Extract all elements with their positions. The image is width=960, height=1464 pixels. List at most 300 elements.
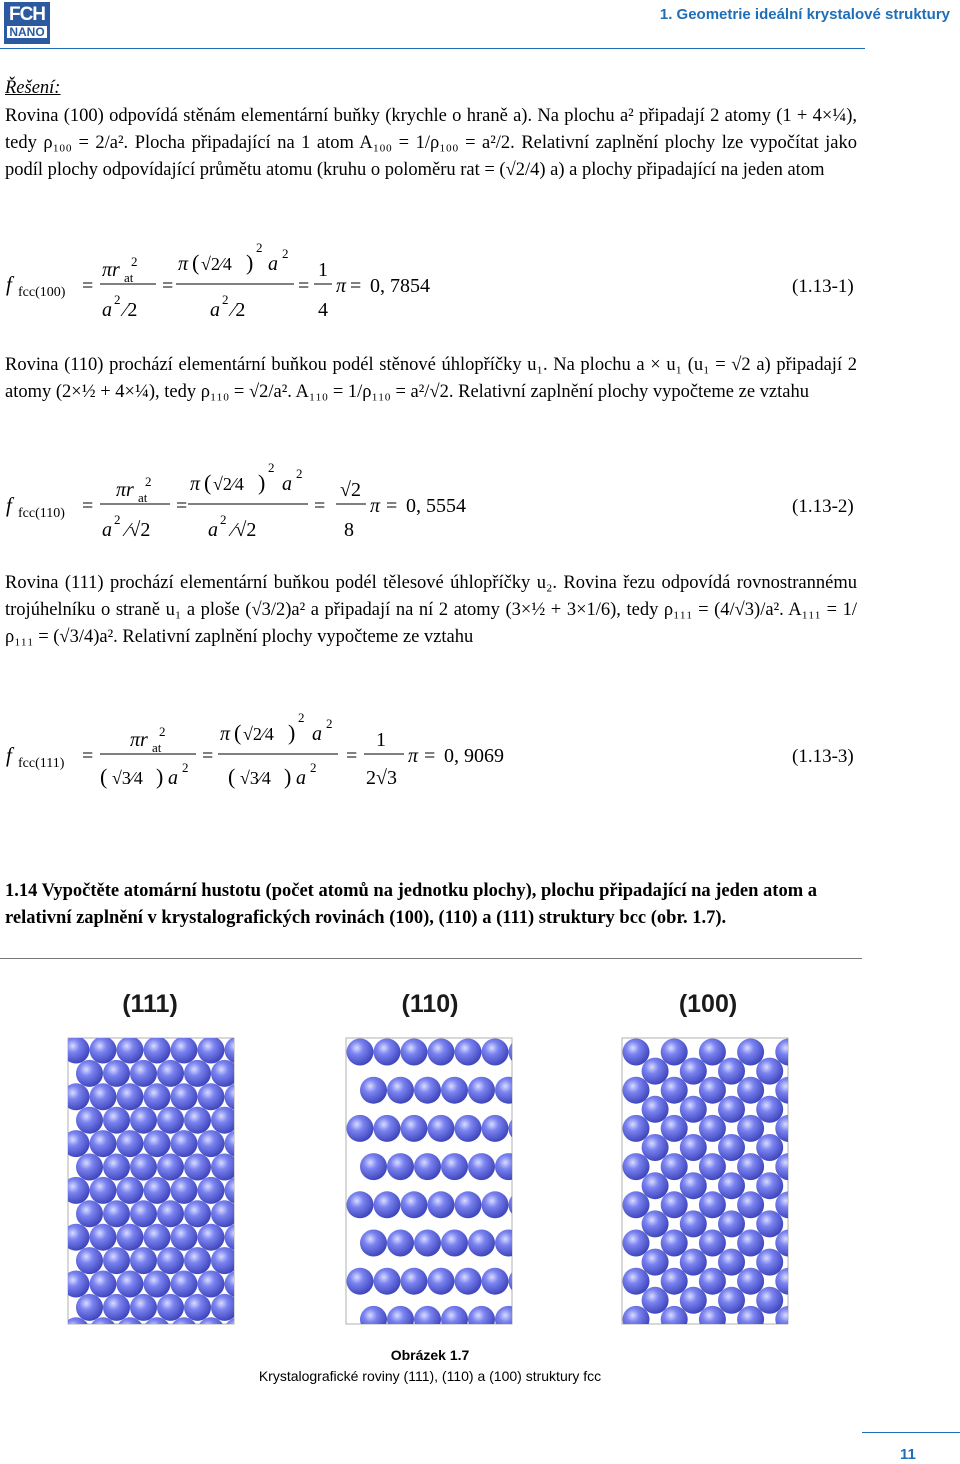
sphere-111	[103, 1247, 130, 1274]
sphere-100	[623, 1153, 650, 1180]
sphere-111	[225, 1130, 252, 1157]
sphere-100	[737, 1230, 764, 1257]
sphere-100	[775, 1039, 802, 1066]
sphere-111	[252, 1271, 279, 1298]
svg-text:=: =	[314, 495, 326, 517]
eq2-number: (1.13-2)	[792, 496, 854, 517]
sphere-100	[680, 1096, 707, 1123]
sphere-111	[103, 1107, 130, 1134]
sphere-100	[775, 1153, 802, 1180]
sphere-100	[623, 1039, 650, 1066]
eq1-lhs-sub: fcc(100)	[18, 285, 66, 300]
sphere-111	[184, 1200, 211, 1227]
sphere-111	[157, 1200, 184, 1227]
svg-text:π: π	[370, 495, 381, 517]
sphere-111	[144, 1037, 171, 1064]
sphere-111	[252, 1130, 279, 1157]
task-1-14: 1.14 Vypočtěte atomární hustotu (počet atomů na jednotku plochy), plochu připadající na jeden atom a relativní zaplnění v krystalografických rovinách (100), (110) a (111) struktury bcc (obr. 1.7).	[5, 881, 817, 928]
sphere-100	[756, 1172, 783, 1199]
sphere-100	[699, 1115, 726, 1142]
sphere-111	[90, 1224, 117, 1251]
equation-fcc-110	[0, 452, 880, 547]
svg-text:): )	[246, 250, 254, 275]
svg-text:=: =	[162, 275, 174, 297]
plane-label-111: (111)	[122, 990, 178, 1018]
sphere-100	[756, 1210, 783, 1237]
svg-text:1: 1	[376, 729, 386, 751]
sphere-111	[252, 1177, 279, 1204]
page-number: 11	[900, 1446, 916, 1463]
sphere-110	[495, 1230, 522, 1257]
sphere-110	[455, 1039, 482, 1066]
sphere-111	[63, 1037, 90, 1064]
figure-caption-text: Krystalografické roviny (111), (110) a (100) struktury fcc	[258, 1368, 602, 1384]
sphere-111	[184, 1107, 211, 1134]
sphere-110	[414, 1230, 441, 1257]
sphere-110	[360, 1153, 387, 1180]
svg-text:1: 1	[318, 259, 328, 281]
svg-text:=: =	[346, 745, 358, 767]
svg-text:2: 2	[131, 254, 138, 269]
eq2-result: 0, 5554	[406, 495, 466, 517]
svg-text:√2⁄4: √2⁄4	[201, 254, 232, 274]
sphere-110	[522, 1153, 549, 1180]
sphere-111	[117, 1083, 144, 1110]
sphere-110	[509, 1039, 536, 1066]
paragraph-plane-111: Rovina (111) prochází elementární buňkou podél tělesové úhlopříčky u₂. Rovina řezu odpovídá rovnostrannému trojúhelníku o straně u₁ a ploše (√3/2)a² a připadají na ní 2 atomy (3×½ + 3×1/6), tedy ρ₁₁₁ = (4/√3)/a². A₁₁₁ = 1/ρ₁₁₁ = (√3/4)a². Relativní zaplnění plochy vypočteme ze vztahu	[5, 573, 857, 647]
sphere-110	[374, 1268, 401, 1295]
sphere-111	[63, 1271, 90, 1298]
sphere-111	[198, 1130, 225, 1157]
sphere-100	[775, 1230, 802, 1257]
sphere-111	[211, 1154, 238, 1181]
sphere-111	[198, 1037, 225, 1064]
sphere-100	[661, 1230, 688, 1257]
sphere-110	[441, 1230, 468, 1257]
sphere-110	[401, 1115, 428, 1142]
sphere-111	[157, 1154, 184, 1181]
sphere-100	[661, 1268, 688, 1295]
sphere-111	[144, 1083, 171, 1110]
sphere-100	[718, 1096, 745, 1123]
sphere-100	[794, 1172, 821, 1199]
svg-text:): )	[284, 764, 292, 789]
sphere-111	[171, 1177, 198, 1204]
sphere-100	[794, 1210, 821, 1237]
sphere-111	[225, 1177, 252, 1204]
svg-text:2: 2	[145, 474, 152, 489]
svg-text:√3⁄4: √3⁄4	[240, 768, 271, 788]
sphere-111	[103, 1154, 130, 1181]
sphere-110	[509, 1191, 536, 1218]
sphere-100	[718, 1134, 745, 1161]
svg-text:√2⁄4: √2⁄4	[213, 474, 244, 494]
sphere-111	[211, 1294, 238, 1321]
svg-text:a: a	[210, 299, 220, 321]
eq3-number: (1.13-3)	[792, 746, 854, 767]
svg-text:a: a	[268, 253, 278, 275]
sphere-100	[756, 1287, 783, 1314]
sphere-111	[130, 1154, 157, 1181]
sphere-100	[623, 1268, 650, 1295]
svg-text:2: 2	[159, 724, 166, 739]
sphere-100	[775, 1115, 802, 1142]
svg-text:2: 2	[222, 292, 229, 307]
sphere-111	[238, 1060, 265, 1087]
svg-text:): )	[156, 764, 164, 789]
sphere-111	[90, 1177, 117, 1204]
svg-text:⁄2: ⁄2	[232, 299, 246, 321]
sphere-111	[157, 1247, 184, 1274]
footer-divider	[862, 1432, 960, 1433]
sphere-111	[157, 1294, 184, 1321]
eq1-lhs: f	[6, 272, 12, 296]
sphere-110	[414, 1153, 441, 1180]
sphere-100	[623, 1230, 650, 1257]
sphere-111	[252, 1083, 279, 1110]
sphere-111	[130, 1107, 157, 1134]
sphere-100	[737, 1153, 764, 1180]
svg-text:⁄√2: ⁄√2	[126, 519, 151, 541]
sphere-111	[211, 1200, 238, 1227]
svg-text:2: 2	[326, 716, 333, 731]
svg-text:): )	[288, 720, 296, 745]
sphere-110	[522, 1230, 549, 1257]
sphere-100	[680, 1172, 707, 1199]
sphere-110	[428, 1191, 455, 1218]
header-divider	[0, 48, 865, 49]
sphere-100	[737, 1306, 764, 1333]
svg-text:2: 2	[256, 240, 263, 255]
sphere-111	[265, 1294, 292, 1321]
sphere-100	[642, 1172, 669, 1199]
logo-bottom-text: NANO	[7, 26, 47, 38]
sphere-111	[90, 1271, 117, 1298]
eq3-result: 0, 9069	[444, 745, 504, 767]
sphere-110	[468, 1153, 495, 1180]
sphere-110	[360, 1306, 387, 1333]
sphere-110	[401, 1268, 428, 1295]
sphere-100	[794, 1134, 821, 1161]
sphere-100	[680, 1058, 707, 1085]
sphere-111	[90, 1083, 117, 1110]
sphere-100	[794, 1096, 821, 1123]
sphere-111	[252, 1224, 279, 1251]
svg-text:√3⁄4: √3⁄4	[112, 768, 143, 788]
sphere-111	[76, 1247, 103, 1274]
sphere-111	[171, 1130, 198, 1157]
sphere-111	[171, 1271, 198, 1298]
sphere-100	[718, 1210, 745, 1237]
sphere-100	[642, 1096, 669, 1123]
svg-text:πr: πr	[130, 729, 148, 751]
sphere-111	[225, 1224, 252, 1251]
sphere-110	[455, 1115, 482, 1142]
sphere-110	[482, 1039, 509, 1066]
sphere-111	[76, 1200, 103, 1227]
sphere-100	[775, 1191, 802, 1218]
sphere-110	[455, 1268, 482, 1295]
sphere-110	[495, 1153, 522, 1180]
chapter-title: 1. Geometrie ideální krystalové struktury	[659, 6, 950, 23]
sphere-100	[699, 1268, 726, 1295]
sphere-100	[699, 1230, 726, 1257]
svg-text:√2: √2	[340, 479, 361, 501]
sphere-100	[699, 1191, 726, 1218]
sphere-100	[623, 1077, 650, 1104]
sphere-111	[171, 1083, 198, 1110]
eq3-lhs: f	[6, 743, 12, 767]
sphere-111	[184, 1154, 211, 1181]
sphere-111	[130, 1200, 157, 1227]
sphere-100	[775, 1306, 802, 1333]
sphere-111	[211, 1107, 238, 1134]
svg-text:2: 2	[282, 246, 289, 261]
paragraph-plane-110: Rovina (110) prochází elementární buňkou podél stěnové úhlopříčky u₁. Na plochu a × u₁ (u₁ = √2 a) připadají 2 atomy (2×½ + 4×¼), tedy ρ₁₁₀ = √2/a². A₁₁₀ = 1/ρ₁₁₀ = a²/√2. Relativní zaplnění plochy vypočteme ze vztahu	[5, 355, 857, 402]
sphere-110	[387, 1230, 414, 1257]
sphere-111	[265, 1154, 292, 1181]
sphere-100	[718, 1058, 745, 1085]
sphere-111	[225, 1083, 252, 1110]
sphere-111	[130, 1247, 157, 1274]
sphere-100	[737, 1115, 764, 1142]
svg-text:=: =	[82, 495, 94, 517]
sphere-111	[63, 1177, 90, 1204]
sphere-111	[238, 1154, 265, 1181]
figure-caption-title: Obrázek 1.7	[390, 1347, 470, 1363]
sphere-111	[144, 1271, 171, 1298]
sphere-100	[661, 1039, 688, 1066]
svg-text:⁄2: ⁄2	[124, 299, 138, 321]
equation-fcc-100	[0, 236, 880, 326]
sphere-110	[347, 1191, 374, 1218]
eq1-number: (1.13-1)	[792, 276, 854, 297]
sphere-111	[90, 1037, 117, 1064]
svg-text:a: a	[102, 299, 112, 321]
sphere-100	[680, 1249, 707, 1276]
svg-text:2: 2	[220, 512, 227, 527]
svg-text:(: (	[192, 250, 200, 275]
sphere-111	[144, 1130, 171, 1157]
sphere-100	[661, 1153, 688, 1180]
svg-text:(: (	[234, 720, 242, 745]
sphere-110	[387, 1306, 414, 1333]
spheres-100	[623, 1039, 822, 1333]
svg-text:a: a	[208, 519, 218, 541]
sphere-100	[623, 1306, 650, 1333]
sphere-100	[775, 1077, 802, 1104]
sphere-110	[495, 1077, 522, 1104]
svg-text:πr: πr	[102, 259, 120, 281]
sphere-100	[642, 1287, 669, 1314]
sphere-100	[699, 1153, 726, 1180]
svg-text:=: =	[82, 745, 94, 767]
svg-text:at: at	[138, 490, 148, 505]
sphere-110	[374, 1191, 401, 1218]
paragraph-plane-100: Rovina (100) odpovídá stěnám elementární buňky (krychle o hraně a). Na plochu a² připadají 2 atomy (1 + 4×¼), tedy ρ₁₀₀ = 2/a². Plocha připadající na 1 atom A₁₀₀ = 1/ρ₁₀₀ = a²/2. Relativní zaplnění plochy lze vypočítat jako podíl plochy odpovídající průmětu atomu (kruhu o poloměru rat = (√2/4) a) a plochy připadající na jeden atom	[5, 106, 857, 180]
sphere-100	[680, 1287, 707, 1314]
sphere-110	[374, 1115, 401, 1142]
svg-text:8: 8	[344, 519, 354, 541]
sphere-100	[661, 1115, 688, 1142]
sphere-100	[718, 1287, 745, 1314]
sphere-100	[718, 1249, 745, 1276]
svg-text:=: =	[386, 495, 398, 517]
sphere-110	[468, 1230, 495, 1257]
sphere-100	[661, 1077, 688, 1104]
eq2-lhs: f	[6, 493, 12, 517]
sphere-111	[157, 1060, 184, 1087]
sphere-100	[756, 1249, 783, 1276]
sphere-111	[225, 1037, 252, 1064]
sphere-110	[401, 1191, 428, 1218]
sphere-111	[63, 1224, 90, 1251]
sphere-111	[238, 1294, 265, 1321]
sphere-100	[623, 1115, 650, 1142]
svg-text:πr: πr	[116, 479, 134, 501]
svg-text:(: (	[228, 764, 236, 789]
sphere-110	[360, 1230, 387, 1257]
sphere-110	[482, 1191, 509, 1218]
sphere-111	[198, 1083, 225, 1110]
plane-label-100: (100)	[678, 990, 738, 1018]
svg-text:2: 2	[114, 292, 121, 307]
sphere-111	[184, 1247, 211, 1274]
sphere-110	[468, 1306, 495, 1333]
sphere-111	[117, 1271, 144, 1298]
sphere-100	[794, 1287, 821, 1314]
plane-label-110: (110)	[401, 990, 459, 1018]
sphere-100	[756, 1096, 783, 1123]
sphere-111	[198, 1271, 225, 1298]
svg-text:2: 2	[298, 710, 305, 725]
eq1-result: 0, 7854	[370, 275, 430, 297]
sphere-111	[198, 1224, 225, 1251]
sphere-111	[76, 1107, 103, 1134]
sphere-100	[775, 1268, 802, 1295]
svg-text:a: a	[312, 723, 322, 745]
sphere-111	[144, 1177, 171, 1204]
svg-text:⁄√2: ⁄√2	[232, 519, 257, 541]
task-divider	[0, 958, 862, 959]
svg-text:π: π	[336, 275, 347, 297]
logo-top-text: FCH	[8, 4, 46, 25]
sphere-110	[387, 1153, 414, 1180]
sphere-111	[157, 1107, 184, 1134]
svg-text:at: at	[152, 740, 162, 755]
sphere-110	[387, 1077, 414, 1104]
sphere-100	[737, 1268, 764, 1295]
sphere-100	[794, 1058, 821, 1085]
svg-text:): )	[258, 470, 266, 495]
sphere-110	[347, 1268, 374, 1295]
sphere-111	[117, 1037, 144, 1064]
sphere-111	[117, 1130, 144, 1157]
svg-text:2: 2	[296, 466, 303, 481]
sphere-110	[468, 1077, 495, 1104]
sphere-110	[522, 1306, 549, 1333]
sphere-100	[680, 1210, 707, 1237]
sphere-111	[103, 1294, 130, 1321]
sphere-110	[428, 1039, 455, 1066]
eq2-lhs-sub: fcc(110)	[18, 506, 65, 521]
sphere-100	[794, 1249, 821, 1276]
sphere-111	[238, 1107, 265, 1134]
sphere-111	[103, 1200, 130, 1227]
sphere-111	[252, 1317, 279, 1340]
svg-text:2: 2	[268, 460, 275, 475]
sphere-111	[211, 1060, 238, 1087]
eq3-lhs-sub: fcc(111)	[18, 756, 65, 771]
sphere-111	[144, 1224, 171, 1251]
svg-text:=: =	[202, 745, 214, 767]
spheres-111	[63, 1037, 293, 1341]
svg-text:=: =	[176, 495, 188, 517]
sphere-111	[171, 1224, 198, 1251]
sphere-111	[265, 1107, 292, 1134]
sphere-100	[661, 1306, 688, 1333]
sphere-110	[414, 1077, 441, 1104]
sphere-110	[509, 1115, 536, 1142]
svg-text:4: 4	[318, 299, 328, 321]
sphere-100	[699, 1077, 726, 1104]
svg-text:(: (	[204, 470, 212, 495]
sphere-100	[699, 1039, 726, 1066]
svg-text:√2⁄4: √2⁄4	[243, 724, 274, 744]
sphere-111	[225, 1271, 252, 1298]
sphere-100	[623, 1191, 650, 1218]
sphere-110	[441, 1306, 468, 1333]
sphere-100	[699, 1306, 726, 1333]
sphere-110	[414, 1306, 441, 1333]
sphere-111	[90, 1130, 117, 1157]
sphere-110	[455, 1191, 482, 1218]
sphere-110	[347, 1039, 374, 1066]
sphere-111	[117, 1177, 144, 1204]
fch-nano-logo	[4, 2, 50, 44]
sphere-110	[428, 1268, 455, 1295]
sphere-100	[642, 1134, 669, 1161]
sphere-111	[171, 1037, 198, 1064]
sphere-110	[428, 1115, 455, 1142]
sphere-110	[495, 1306, 522, 1333]
svg-text:a: a	[168, 767, 178, 789]
sphere-110	[509, 1268, 536, 1295]
sphere-111	[252, 1037, 279, 1064]
sphere-110	[401, 1039, 428, 1066]
svg-text:=: =	[298, 275, 310, 297]
sphere-111	[130, 1060, 157, 1087]
sphere-110	[522, 1077, 549, 1104]
sphere-100	[737, 1077, 764, 1104]
sphere-100	[718, 1172, 745, 1199]
sphere-111	[76, 1060, 103, 1087]
sphere-100	[756, 1058, 783, 1085]
sphere-111	[238, 1247, 265, 1274]
sphere-100	[661, 1191, 688, 1218]
sphere-111	[130, 1294, 157, 1321]
figure-fcc-planes	[0, 1030, 960, 1340]
sphere-100	[756, 1134, 783, 1161]
sphere-111	[265, 1060, 292, 1087]
sphere-111	[265, 1247, 292, 1274]
svg-text:a: a	[282, 473, 292, 495]
sphere-110	[441, 1153, 468, 1180]
svg-text:2: 2	[310, 760, 317, 775]
svg-text:at: at	[124, 270, 134, 285]
sphere-111	[238, 1200, 265, 1227]
svg-text:2√3: 2√3	[366, 767, 397, 789]
